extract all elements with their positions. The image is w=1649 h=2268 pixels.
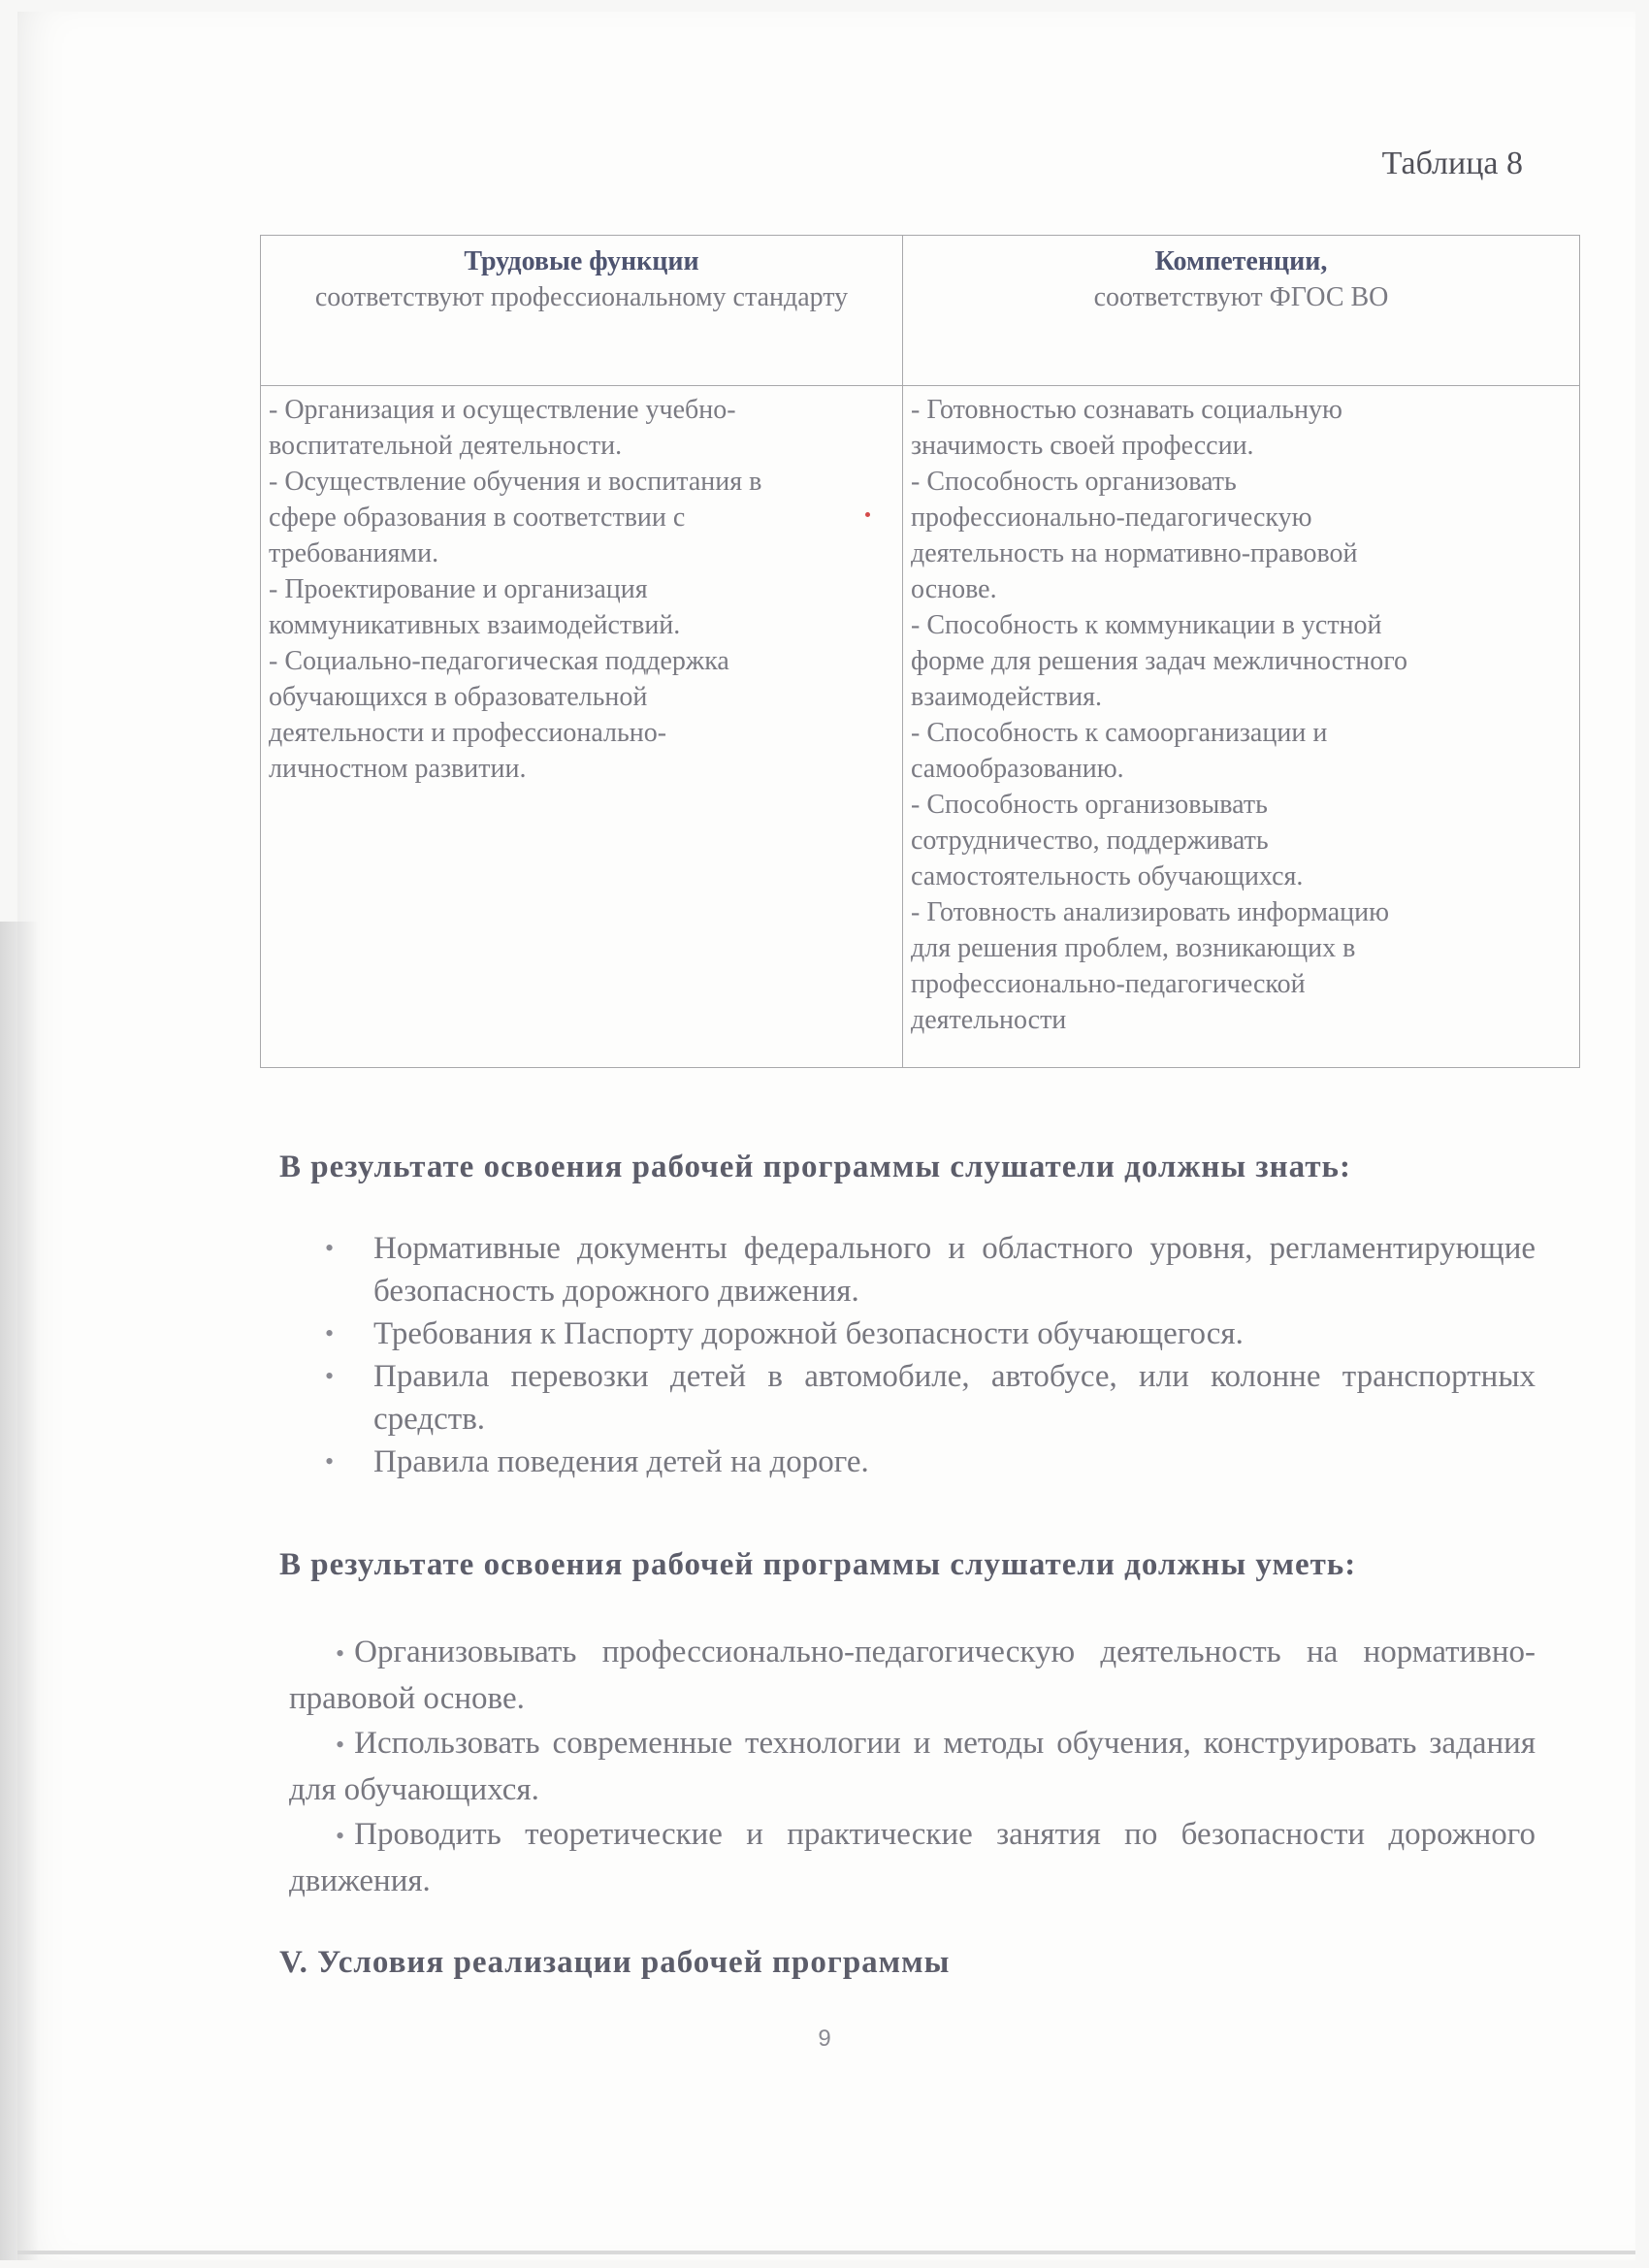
table-row	[261, 386, 1580, 1068]
cell-line: - Способность организовать	[911, 467, 1237, 497]
table-header-row	[261, 236, 1580, 386]
bullet-icon: •	[336, 1731, 345, 1759]
list-item-text: Нормативные документы федерального и областного уровня, регламентирующие безопасность дорожного движения.	[373, 1231, 1536, 1309]
bullet-icon: •	[325, 1447, 335, 1475]
competencies-cell	[903, 386, 1580, 1068]
header-competencies-sub: соответствуют ФГОС ВО	[1093, 282, 1389, 312]
competence-table	[260, 235, 1580, 1068]
cell-line: личностном развитии.	[269, 754, 527, 784]
cell-line: основе.	[911, 574, 997, 604]
cell-line: сотрудничество, поддерживать	[911, 826, 1269, 856]
header-labor-functions-title: Трудовые функции	[464, 246, 699, 276]
cell-line: сфере образования в соответствии с	[269, 502, 686, 533]
bullet-icon: •	[325, 1234, 335, 1262]
cell-line: самостоятельность обучающихся.	[911, 861, 1304, 891]
cell-line: для решения проблем, возникающих в	[911, 933, 1356, 963]
cell-line: самообразованию.	[911, 754, 1124, 784]
cell-line: - Способность к самоорганизации и	[911, 718, 1328, 748]
list-item	[325, 1355, 1536, 1441]
cell-line: взаимодействия.	[911, 682, 1103, 712]
table-label: Таблица 8	[1381, 146, 1523, 181]
header-competencies	[903, 236, 1580, 386]
skills-heading: В результате освоения рабочей программы слушатели должны уметь:	[279, 1547, 1357, 1582]
know-list	[325, 1227, 1536, 1483]
header-labor-functions	[261, 236, 903, 386]
list-item-text: Организовывать профессионально-педагогическую деятельность на нормативно-правовой основе.	[289, 1635, 1536, 1716]
cell-line: деятельность на нормативно-правовой	[911, 538, 1358, 568]
list-item	[289, 1721, 1536, 1812]
cell-line: - Готовностью сознавать социальную	[911, 395, 1342, 425]
cell-line: требованиями.	[269, 538, 439, 568]
bullet-icon: •	[336, 1639, 345, 1668]
cell-line: форме для решения задач межличностного	[911, 646, 1407, 676]
section-v-heading: V. Условия реализации рабочей программы	[279, 1945, 951, 1980]
cell-line: - Способность организовывать	[911, 790, 1268, 820]
cell-line: - Организация и осуществление учебно-	[269, 395, 736, 425]
scan-shadow-left	[0, 922, 39, 2260]
list-item	[289, 1812, 1536, 1903]
scan-edge-bottom	[17, 2251, 1635, 2254]
know-heading: В результате освоения рабочей программы слушатели должны знать:	[279, 1150, 1351, 1184]
cell-line: - Проектирование и организация	[269, 574, 648, 604]
cell-line: обучающихся в образовательной	[269, 682, 648, 712]
list-item	[325, 1312, 1536, 1355]
list-item-text: Использовать современные технологии и методы обучения, конструировать задания для обучающихся.	[289, 1726, 1536, 1807]
cell-line: - Социально-педагогическая поддержка	[269, 646, 729, 676]
cell-line: - Готовность анализировать информацию	[911, 897, 1390, 927]
cell-line: коммуникативных взаимодействий.	[269, 610, 681, 640]
page-number: 9	[818, 2025, 831, 2052]
cell-line: деятельности и профессионально-	[269, 718, 667, 748]
list-item	[325, 1441, 1536, 1483]
red-ink-dot	[865, 512, 870, 517]
bullet-icon: •	[325, 1362, 335, 1390]
list-item-text: Проводить теоретические и практические занятия по безопасности дорожного движения.	[289, 1817, 1536, 1898]
cell-line: - Осуществление обучения и воспитания в	[269, 467, 762, 497]
list-item-text: Правила поведения детей на дороге.	[373, 1444, 869, 1479]
cell-line: воспитательной деятельности.	[269, 431, 623, 461]
cell-line: профессионально-педагогическую	[911, 502, 1312, 533]
header-competencies-title: Компетенции,	[1154, 246, 1328, 276]
list-item	[289, 1630, 1536, 1721]
list-item-text: Правила перевозки детей в автомобиле, автобусе, или колонне транспортных средств.	[373, 1359, 1536, 1437]
labor-functions-cell	[261, 386, 903, 1068]
list-item	[325, 1227, 1536, 1312]
cell-line: профессионально-педагогической	[911, 969, 1306, 999]
cell-line: - Способность к коммуникации в устной	[911, 610, 1382, 640]
skills-list	[289, 1630, 1536, 1903]
list-item-text: Требования к Паспорту дорожной безопасности обучающегося.	[373, 1316, 1244, 1351]
bullet-icon: •	[325, 1319, 335, 1347]
bullet-icon: •	[336, 1822, 345, 1850]
header-labor-functions-sub: соответствуют профессиональному стандарту	[314, 282, 849, 312]
cell-line: значимость своей профессии.	[911, 431, 1254, 461]
cell-line: деятельности	[911, 1005, 1067, 1035]
